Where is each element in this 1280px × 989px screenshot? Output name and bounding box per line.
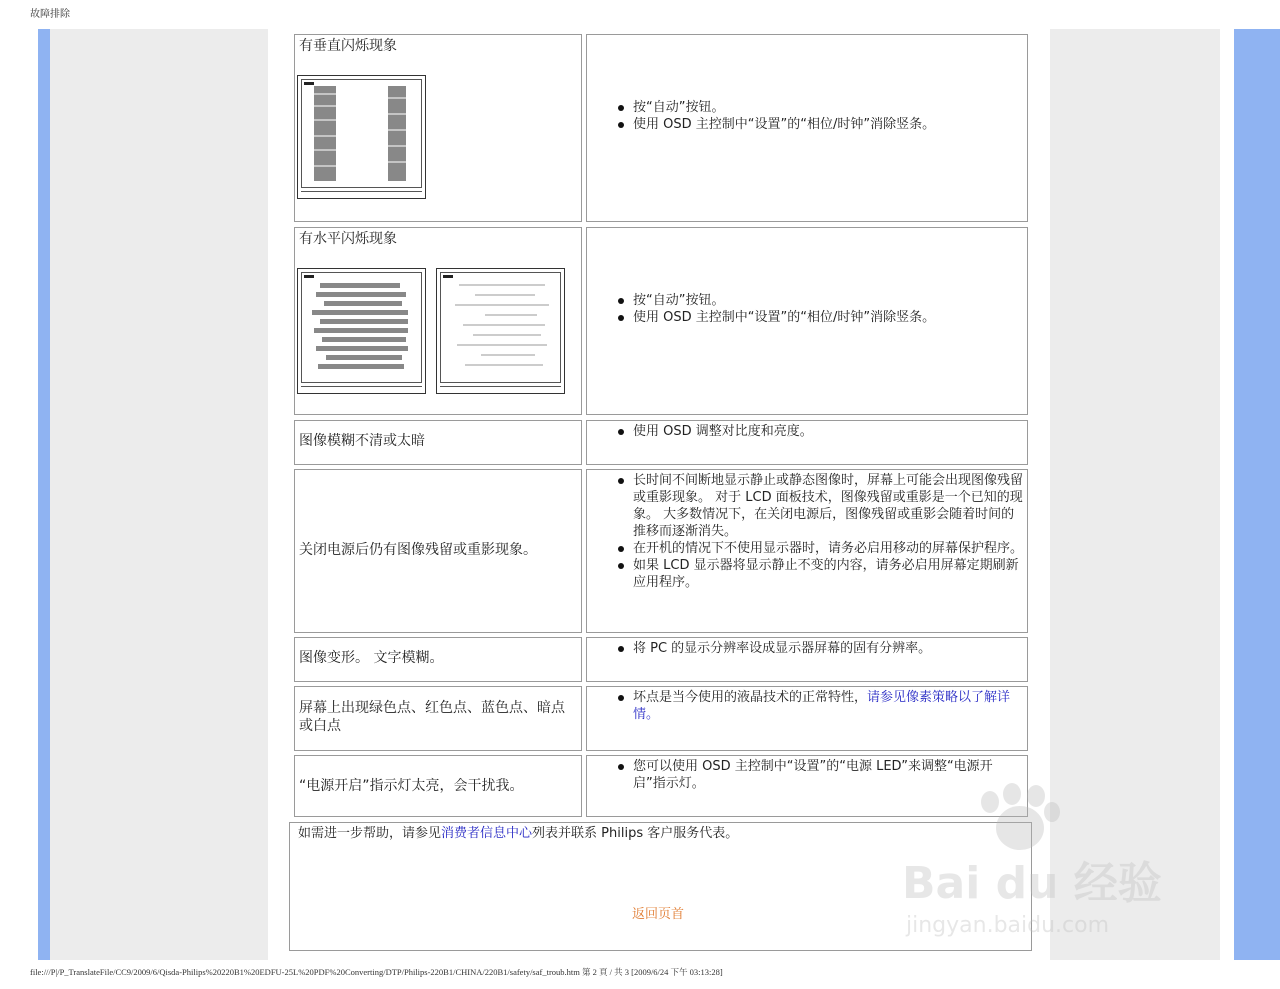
horizontal-flicker-illustration [297, 268, 426, 394]
problem-text: 图像变形。 文字模糊。 [299, 650, 444, 666]
problem-text: “电源开启”指示灯太亮，会干扰我。 [299, 778, 524, 794]
problem-cell [294, 227, 582, 415]
problem-text: 有垂直闪烁现象 [299, 38, 397, 54]
left-blue-stripe [38, 29, 50, 960]
solution-cell [586, 469, 1028, 633]
list-item: 使用 OSD 主控制中“设置”的“相位/时钟”消除竖条。 [633, 309, 1025, 326]
problem-text: 屏幕上出现绿色点、红色点、蓝色点、暗点或白点 [299, 700, 565, 734]
solution-list [617, 423, 1025, 440]
table-row [294, 227, 1028, 415]
help-text: 如需进一步帮助，请参见消费者信息中心列表并联系 Philips 客户服务代表。 [298, 826, 739, 841]
pixel-policy-link[interactable]: 请参见像素策略以了解详情。 [633, 690, 1011, 722]
table-row [294, 637, 1028, 682]
problem-text: 有水平闪烁现象 [299, 231, 397, 247]
table-row [294, 34, 1028, 222]
problem-cell [294, 34, 582, 222]
solution-list [617, 472, 1025, 591]
solution-list [617, 689, 1025, 723]
list-item [633, 689, 1025, 723]
solution-cell [586, 420, 1028, 465]
list-item: 使用 OSD 主控制中“设置”的“相位/时钟”消除竖条。 [633, 116, 1025, 133]
table-row [294, 420, 1028, 465]
problem-text: 图像模糊不清或太暗 [299, 433, 425, 449]
problem-cell [294, 637, 582, 682]
normal-screen-illustration [436, 268, 565, 394]
list-item: 按“自动”按钮。 [633, 99, 1025, 116]
normal-lines-graphic [445, 279, 557, 377]
left-gray-panel [50, 29, 268, 960]
watermark-url: jingyan.baidu.com [906, 913, 1110, 938]
solution-list [617, 292, 1025, 326]
table-row [294, 469, 1028, 633]
baidu-jingyan-watermark [900, 780, 1162, 950]
back-to-top-link[interactable]: 返回页首 [632, 907, 685, 922]
solution-cell [586, 637, 1028, 682]
list-item: 如果 LCD 显示器将显示静止不变的内容，请务必启用屏幕定期刷新应用程序。 [633, 557, 1025, 591]
solution-cell [586, 34, 1028, 222]
problem-cell [294, 686, 582, 751]
solution-list [617, 640, 1025, 657]
page-header-title: 故障排除 [30, 9, 70, 20]
table-row [294, 686, 1028, 751]
list-item: 在开机的情况下不使用显示器时，请务必启用移动的屏幕保护程序。 [633, 541, 1024, 556]
problem-cell [294, 420, 582, 465]
list-item: 将 PC 的显示分辨率设成显示器屏幕的固有分辨率。 [633, 640, 1025, 657]
solution-cell [586, 686, 1028, 751]
list-item: 长时间不间断地显示静止或静态图像时，屏幕上可能会出现图像残留或重影现象。 对于 LCD 面板技术，图像残留或重影是一个已知的现象。 大多数情况下，在关闭电源后，图像残留或重影会随着时间的推移而逐渐消失。 [633, 473, 1024, 539]
problem-text: 关闭电源后仍有图像残留或重影现象。 [299, 542, 537, 558]
right-blue-stripe [1234, 29, 1280, 960]
problem-cell [294, 469, 582, 633]
footer-file-path: file:///P|/P_TranslateFile/CC9/2009/6/Qisda-Philips%20220B1%20EDFU-25L%20PDF%20Converting/DTP/Philips-220B1/CHINA/220B1/safety/saf_troub.htm 第 2 頁 / 共 3 [2009/6/24 下午 03:13:28] [30, 967, 723, 977]
vertical-flicker-illustration [297, 75, 426, 199]
horizontal-bars-graphic [306, 279, 418, 377]
list-item: 按“自动”按钮。 [633, 292, 1025, 309]
solution-cell [586, 227, 1028, 415]
problem-cell [294, 755, 582, 817]
list-item: 使用 OSD 调整对比度和亮度。 [633, 423, 1025, 440]
solution-text: 坏点是当今使用的液晶技术的正常特性， [633, 690, 868, 705]
list-item: 您可以使用 OSD 主控制中“设置”的“电源 LED”来调整“电源开启”指示灯。 [633, 758, 1025, 792]
solution-list [617, 99, 1025, 133]
vertical-bars-graphic [306, 86, 416, 181]
watermark-brand: Bai du 经验 [902, 858, 1162, 909]
consumer-info-center-link[interactable]: 消费者信息中心 [441, 826, 533, 841]
